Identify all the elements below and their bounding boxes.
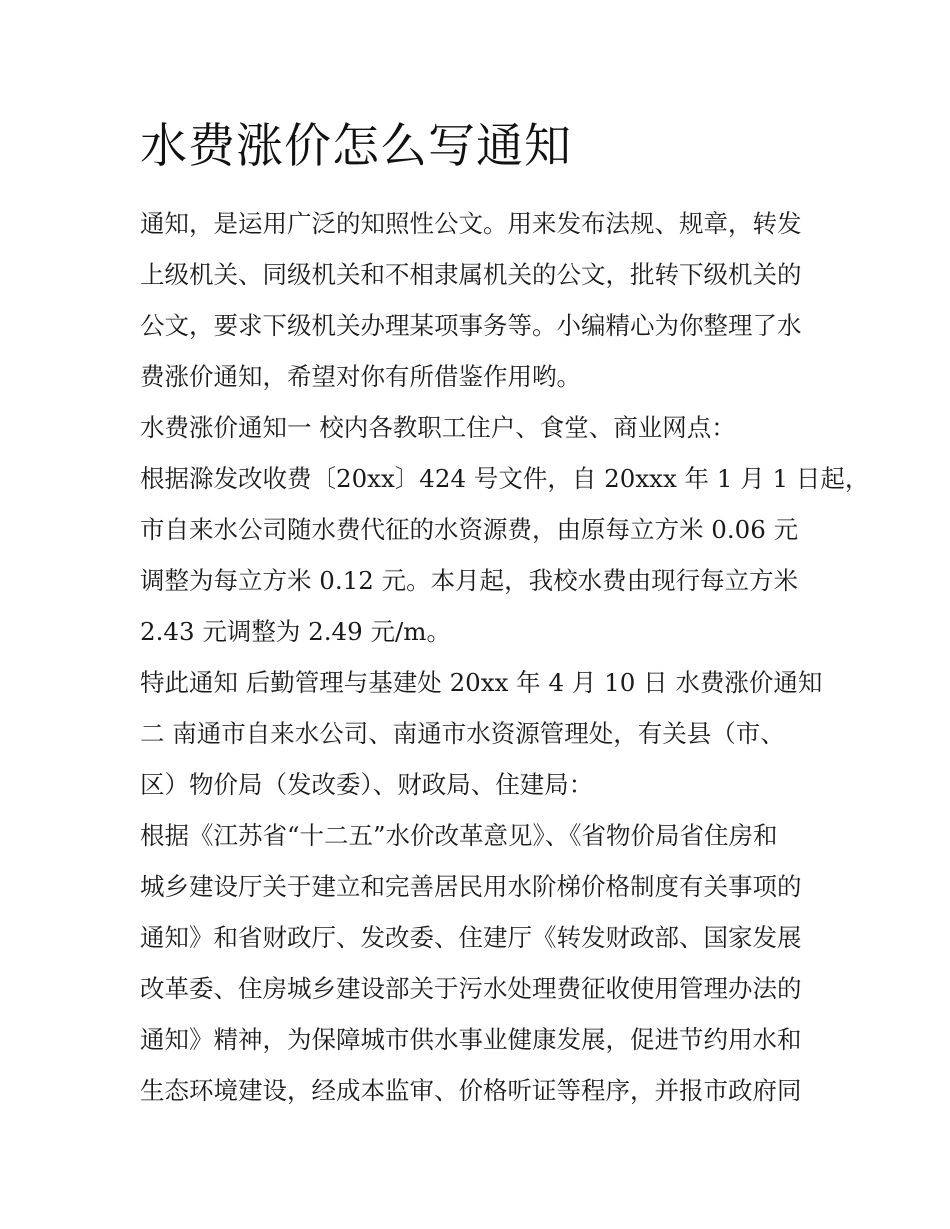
- body-line: 特此通知 后勤管理与基建处 20xx 年 4 月 10 日 水费涨价通知: [140, 668, 823, 697]
- body-line: 市自来水公司随水费代征的水资源费，由原每立方米 0.06 元: [140, 515, 799, 544]
- document-body: [140, 198, 870, 1116]
- document-title: 水费涨价怎么写通知: [140, 119, 572, 174]
- body-line: 区）物价局（发改委）、财政局、住建局：: [140, 770, 594, 799]
- body-line: 费涨价通知，希望对你有所借鉴作用哟。: [140, 362, 581, 391]
- body-line: 根据《江苏省“十二五”水价改革意见》、《省物价局省住房和: [140, 821, 778, 850]
- body-line: 改革委、住房城乡建设部关于污水处理费征收使用管理办法的: [140, 974, 802, 1003]
- body-line: 二 南通市自来水公司、南通市水资源管理处，有关县（市、: [140, 719, 785, 748]
- body-line: 通知》和省财政厅、发改委、住建厅《转发财政部、国家发展: [140, 923, 802, 952]
- body-line: 调整为每立方米 0.12 元。本月起，我校水费由现行每立方米: [140, 566, 799, 595]
- body-line: 通知》精神，为保障城市供水事业健康发展，促进节约用水和: [140, 1025, 802, 1054]
- body-line: 2.43 元调整为 2.49 元/m。: [140, 617, 451, 646]
- body-line: 上级机关、同级机关和不相隶属机关的公文，批转下级机关的: [140, 260, 802, 289]
- body-line: 通知，是运用广泛的知照性公文。用来发布法规、规章，转发: [140, 209, 802, 238]
- body-line: 根据滁发改收费〔20xx〕424 号文件，自 20xxx 年 1 月 1 日起，: [140, 464, 870, 493]
- body-line: 公文，要求下级机关办理某项事务等。小编精心为你整理了水: [140, 311, 802, 340]
- body-line: 生态环境建设，经成本监审、价格听证等程序，并报市政府同: [140, 1076, 802, 1105]
- body-line: 城乡建设厅关于建立和完善居民用水阶梯价格制度有关事项的: [140, 872, 802, 901]
- body-line: 水费涨价通知一 校内各教职工住户、食堂、商业网点：: [140, 413, 736, 442]
